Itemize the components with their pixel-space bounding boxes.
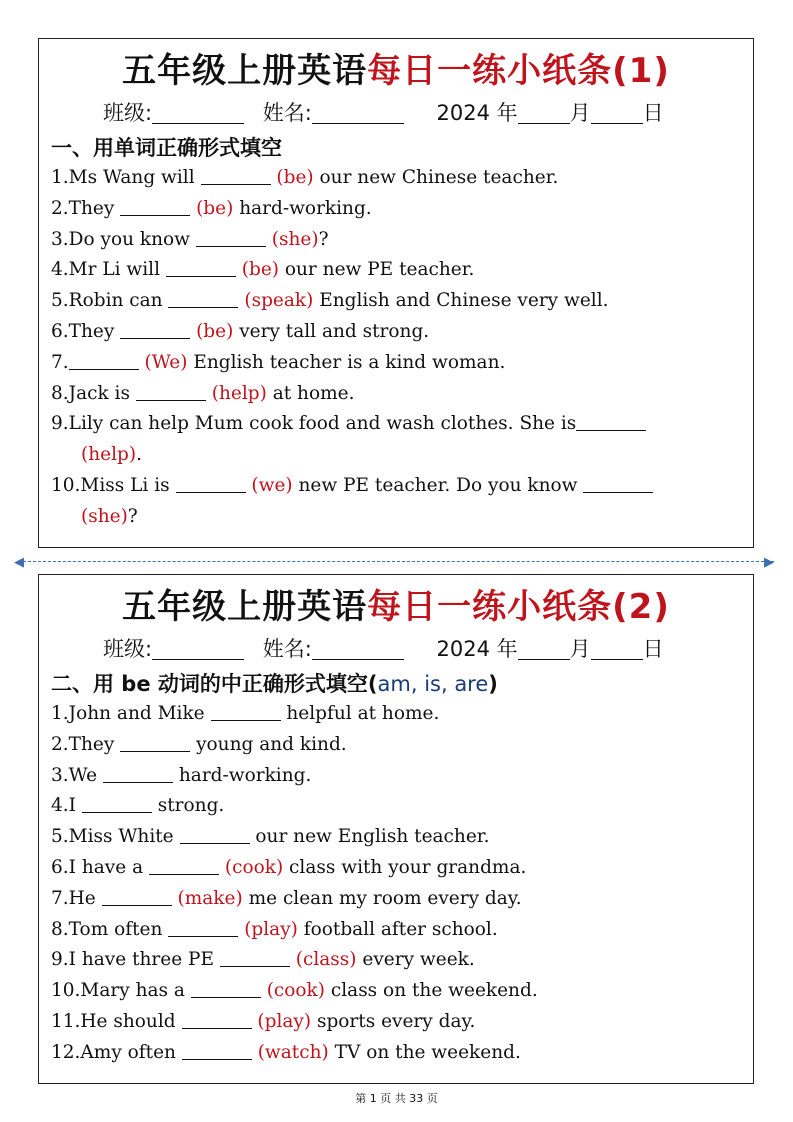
answer-blank[interactable] xyxy=(120,197,190,216)
question-text: English and Chinese very well. xyxy=(313,290,609,312)
word-hint: (be) xyxy=(196,320,234,342)
word-hint: (We) xyxy=(144,351,188,373)
question-text: They xyxy=(68,733,121,755)
answer-blank[interactable] xyxy=(196,228,266,247)
question-item xyxy=(39,853,753,884)
question-text: me clean my room every day. xyxy=(242,887,522,909)
name-label: 姓名: xyxy=(262,101,312,125)
question-text: helpful at home. xyxy=(286,703,440,724)
word-hint: (be) xyxy=(196,197,234,219)
question-number: 2. xyxy=(51,733,69,755)
question-text: class with your grandma. xyxy=(283,856,527,878)
section-paren: ( xyxy=(367,672,378,696)
question-text: Do you know xyxy=(68,228,196,250)
question-text: He xyxy=(68,887,102,909)
answer-blank[interactable] xyxy=(168,289,238,308)
word-hint: (help) xyxy=(211,382,267,404)
question-text: English teacher is a kind woman. xyxy=(187,351,506,373)
answer-blank[interactable] xyxy=(136,382,206,401)
word-hint: (play) xyxy=(257,1010,312,1032)
word-hint: (she) xyxy=(81,505,128,527)
answer-blank[interactable] xyxy=(211,702,281,721)
question-number: 10. xyxy=(51,474,81,496)
question-number: 5. xyxy=(51,290,69,312)
card-1-title xyxy=(39,49,753,93)
question-text: class on the weekend. xyxy=(325,980,538,1002)
question-text: We xyxy=(68,764,103,786)
answer-blank[interactable] xyxy=(576,412,646,431)
question-item xyxy=(39,791,753,822)
card-1-question-list xyxy=(39,163,753,409)
answer-blank[interactable] xyxy=(102,887,172,906)
question-number: 2. xyxy=(51,197,69,219)
question-text: TV on the weekend. xyxy=(328,1041,521,1063)
question-text: Ms Wang will xyxy=(68,167,201,188)
day-label: 日 xyxy=(642,637,664,661)
question-text: They xyxy=(68,320,121,342)
day-blank[interactable] xyxy=(591,637,643,660)
question-item xyxy=(39,194,753,225)
question-text: hard-working. xyxy=(233,197,372,219)
question-number: 4. xyxy=(51,795,69,817)
question-text: Tom often xyxy=(68,918,169,940)
question-item xyxy=(39,945,753,976)
answer-blank[interactable] xyxy=(191,979,261,998)
worksheet-card-1 xyxy=(38,38,754,548)
question-item xyxy=(39,730,753,761)
question-item xyxy=(39,255,753,286)
month-label: 月 xyxy=(569,101,591,125)
card-2-question-list xyxy=(39,699,753,1069)
question-text: Mr Li will xyxy=(68,259,166,281)
question-text: young and kind. xyxy=(196,733,347,755)
question-continuation xyxy=(39,440,753,471)
card-2-section-heading xyxy=(39,669,753,699)
word-hint: (cook) xyxy=(266,980,325,1002)
word-hint: (she) xyxy=(271,228,319,250)
class-label: 班级: xyxy=(103,637,153,661)
question-text: our new PE teacher. xyxy=(279,259,475,281)
question-continuation xyxy=(39,502,753,533)
answer-blank[interactable] xyxy=(82,794,152,813)
question-number: 5. xyxy=(51,826,69,848)
question-text: Mary has a xyxy=(80,980,191,1002)
day-blank[interactable] xyxy=(591,101,643,124)
question-number: 11. xyxy=(51,1010,81,1032)
question-text: ? xyxy=(318,228,329,250)
class-blank[interactable] xyxy=(152,101,244,124)
word-hint: (play) xyxy=(244,918,298,940)
question-text: Jack is xyxy=(68,382,136,404)
title-black-part: 五年级上册英语 xyxy=(122,51,368,91)
question-text: . xyxy=(136,444,142,466)
question-text: They xyxy=(68,197,121,219)
cut-line xyxy=(18,561,774,562)
card-1-section-heading: 一、用单词正确形式填空 xyxy=(51,136,282,160)
card-1-info-row xyxy=(39,99,753,127)
question-text: football after school. xyxy=(297,918,498,940)
year-label: 2024 年 xyxy=(436,637,518,661)
question-text: Miss White xyxy=(68,826,180,848)
question-number: 6. xyxy=(51,856,69,878)
word-hint: (cook) xyxy=(224,856,284,878)
question-number: 3. xyxy=(51,764,69,786)
answer-blank[interactable] xyxy=(201,166,271,185)
question-text: our new Chinese teacher. xyxy=(313,167,559,188)
question-text: Miss Li is xyxy=(80,474,176,496)
title-black-part: 五年级上册英语 xyxy=(122,587,368,627)
question-item xyxy=(39,163,753,194)
question-text: I xyxy=(68,795,82,817)
question-item xyxy=(39,379,753,410)
word-hint: (speak) xyxy=(244,290,314,312)
question-item xyxy=(39,409,753,440)
question-item xyxy=(39,1038,753,1069)
month-label: 月 xyxy=(569,637,591,661)
question-number: 1. xyxy=(51,703,69,724)
question-item xyxy=(39,471,753,502)
question-text: Robin can xyxy=(68,290,169,312)
answer-blank[interactable] xyxy=(120,320,190,339)
answer-blank[interactable] xyxy=(168,918,238,937)
question-text: new PE teacher. Do you know xyxy=(292,474,584,496)
question-item xyxy=(39,286,753,317)
word-hint: (be) xyxy=(241,259,279,281)
question-number: 12. xyxy=(51,1041,81,1063)
year-label: 2024 年 xyxy=(436,101,518,125)
question-number: 9. xyxy=(51,949,69,971)
question-text: I have three PE xyxy=(68,949,220,971)
name-label: 姓名: xyxy=(262,637,312,661)
question-number: 1. xyxy=(51,167,69,188)
answer-blank[interactable] xyxy=(182,1010,252,1029)
question-text: very tall and strong. xyxy=(233,320,430,342)
question-text: strong. xyxy=(157,795,225,817)
arrow-right-icon: ▶ xyxy=(764,555,774,570)
card-2-info-row xyxy=(39,635,753,663)
answer-blank[interactable] xyxy=(583,474,653,493)
word-hint: (make) xyxy=(177,887,243,909)
question-text: He should xyxy=(80,1010,182,1032)
question-number: 7. xyxy=(51,351,69,373)
question-number: 10. xyxy=(51,980,81,1002)
question-number: 6. xyxy=(51,320,69,342)
question-text: sports every day. xyxy=(311,1010,476,1032)
question-number: 9. xyxy=(51,413,69,435)
question-text: Lily can help Mum cook food and wash clothes. She is xyxy=(68,413,577,435)
answer-blank[interactable] xyxy=(166,258,236,277)
question-item xyxy=(39,699,753,730)
arrow-left-icon: ◀ xyxy=(14,555,24,570)
word-hint: (we) xyxy=(251,474,293,496)
title-red-part: 每日一练小纸条(1) xyxy=(367,51,670,91)
question-item xyxy=(39,761,753,792)
question-text: Amy often xyxy=(80,1041,182,1063)
question-text: ? xyxy=(127,505,138,527)
question-number: 7. xyxy=(51,887,69,909)
question-number: 8. xyxy=(51,918,69,940)
month-blank[interactable] xyxy=(518,637,570,660)
card-2-title xyxy=(39,585,753,629)
question-number: 4. xyxy=(51,259,69,281)
answer-blank[interactable] xyxy=(182,1041,252,1060)
question-item xyxy=(39,915,753,946)
question-text: I have a xyxy=(68,856,149,878)
page-footer: 第 1 页 共 33 页 xyxy=(355,1092,438,1105)
class-label: 班级: xyxy=(103,101,153,125)
question-item xyxy=(39,317,753,348)
question-text: hard-working. xyxy=(178,764,312,786)
question-text: at home. xyxy=(266,382,355,404)
question-item xyxy=(39,976,753,1007)
word-hint: (watch) xyxy=(257,1041,329,1063)
be-verb-options: am, is, are xyxy=(377,672,489,696)
word-hint: (class) xyxy=(295,949,357,971)
question-text: our new English teacher. xyxy=(255,826,490,848)
question-text: John and Mike xyxy=(68,703,211,724)
answer-blank[interactable] xyxy=(176,474,246,493)
answer-blank[interactable] xyxy=(103,764,173,783)
word-hint: (be) xyxy=(276,167,314,188)
question-item xyxy=(39,822,753,853)
answer-blank[interactable] xyxy=(149,856,219,875)
question-number: 8. xyxy=(51,382,69,404)
question-number: 3. xyxy=(51,228,69,250)
worksheet-card-2 xyxy=(38,574,754,1084)
month-blank[interactable] xyxy=(518,101,570,124)
answer-blank[interactable] xyxy=(120,733,190,752)
name-blank[interactable] xyxy=(312,637,404,660)
section-text: 二、用 be 动词的中正确形式填空 xyxy=(51,672,368,696)
title-red-part: 每日一练小纸条(2) xyxy=(367,587,670,627)
question-item xyxy=(39,225,753,256)
class-blank[interactable] xyxy=(152,637,244,660)
question-item xyxy=(39,348,753,379)
answer-blank[interactable] xyxy=(220,948,290,967)
question-item xyxy=(39,1007,753,1038)
word-hint: (help) xyxy=(81,444,137,466)
day-label: 日 xyxy=(642,101,664,125)
name-blank[interactable] xyxy=(312,101,404,124)
section-paren: ) xyxy=(488,672,498,696)
answer-blank[interactable] xyxy=(69,351,139,370)
answer-blank[interactable] xyxy=(180,825,250,844)
question-item xyxy=(39,884,753,915)
question-text: every week. xyxy=(356,949,475,971)
